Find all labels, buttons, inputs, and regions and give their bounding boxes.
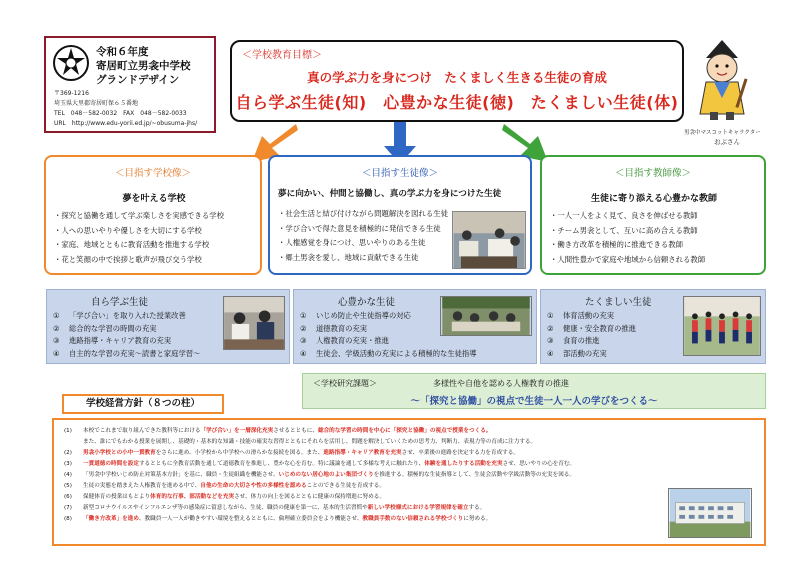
list-item: ・一人一人をよく見て、良さを伸ばせる教師 bbox=[550, 211, 698, 220]
mascot-name: おぶさん bbox=[714, 138, 740, 146]
list-item: ① いじめ防止や生徒指導の対応 bbox=[300, 311, 411, 320]
address: 埼玉県大里郡寄居町保６５番地 bbox=[54, 100, 139, 107]
school-image-box bbox=[44, 155, 262, 275]
school-url[interactable]: URL http://www.edu-yorii.ed.jp/~obusuma-jhs/ bbox=[54, 120, 198, 127]
list-item: ④ 部活動の充実 bbox=[547, 348, 607, 358]
list-item: ④ 生徒会、学級活動の充実による積極的な生徒指導 bbox=[300, 348, 477, 358]
policy-item: (4) 「男衾中学校いじめ防止対策基本方針」を基に、職員・生徒組織を機能させ、いじめのない居心地のよい集団づくりを推進する。積極的な生徒指導として、生徒会活動や学級活動等の充実を図る。 bbox=[64, 472, 575, 478]
list-item: ・郷土男衾を愛し、地域に貢献できる生徒 bbox=[278, 252, 419, 262]
contact: TEL 048－582-0032 FAX 048－582-0033 bbox=[54, 110, 187, 117]
list-item: ① 「学び合い」を取り入れた授業改善 bbox=[53, 311, 186, 320]
list-item: ・社会生活と結び付けながら問題解決を図れる生徒 bbox=[278, 209, 448, 218]
goal-sub: 自ら学ぶ生徒(知) 心豊かな生徒(徳) たくましい生徒(体) bbox=[235, 93, 679, 112]
list-item: ① 体育活動の充実 bbox=[547, 311, 615, 320]
panel-title: 自ら学ぶ生徒 bbox=[91, 297, 149, 308]
doc-title: グランドデザイン bbox=[96, 74, 180, 86]
list-item: ② 総合的な学習の時間の充実 bbox=[53, 323, 157, 333]
school-image-list bbox=[54, 209, 224, 267]
list-item: ② 健康・安全教育の推進 bbox=[547, 323, 636, 333]
school-name: 寄居町立男衾中学校 bbox=[96, 60, 191, 72]
classroom-photo bbox=[452, 211, 526, 269]
goal-main: 真の学ぶ力を身につけ たくましく生きる生徒の育成 bbox=[307, 70, 607, 85]
teacher-image-label: ＜目指す教師像＞ bbox=[614, 168, 691, 179]
management-policy-box bbox=[52, 418, 766, 546]
list-item: ・チーム男衾として、互いに高め合える教師 bbox=[550, 225, 698, 235]
policy-item: (6) 保健体育の授業はもとより体育的な行事、部活動などを充実させ、体力の向上を図るとともに健康の保持増進に努める。 bbox=[64, 494, 385, 500]
list-item: ・学び合いで得た意見を積極的に発信できる生徒 bbox=[278, 223, 441, 233]
list-item: ・人間性豊かで家庭や地域から信頼される教師 bbox=[550, 254, 706, 264]
research-theme-box bbox=[302, 373, 766, 409]
school-image-label: ＜目指す学校像＞ bbox=[114, 168, 191, 179]
list-item: ・人への思いやりや優しさを大切にする学校 bbox=[54, 225, 202, 235]
research-main: ～「探究と協働」の視点で生徒一人一人の学びをつくる～ bbox=[410, 396, 658, 407]
panel-title: 心豊かな生徒 bbox=[338, 297, 396, 308]
list-item: ・働き方改革を積極的に推進できる教師 bbox=[550, 240, 684, 249]
research-theme: 多様性や自他を認める人権教育の推進 bbox=[433, 379, 569, 388]
school-image-heading: 夢を叶える学校 bbox=[122, 194, 186, 204]
panel-strong-body bbox=[540, 289, 766, 364]
policy-item: (3) 一貫道徳の時間を設定するとともに全教育活動を通して道徳教育を推進し、豊かな心を育む。特に議論を通して多様な考えに触れたり、体験を通したりする活動を充実させ、思いやりの心を育む。 bbox=[64, 461, 576, 467]
research-label: ＜学校研究課題＞ bbox=[313, 379, 377, 388]
list-item: ・家庭、地域とともに教育活動を推進する学校 bbox=[54, 240, 210, 249]
list-item: ③ 食育の推進 bbox=[547, 336, 600, 345]
policy-item: (2) 男衾小学校との小中一貫教育をさらに進め、小学校から中学校への滑らかな接続を図る。また、進路指導・キャリア教育を充実させ、卒業後の進路を決定する力を育成する。 bbox=[64, 450, 519, 456]
list-item: ・人権感覚を身につけ、思いやりのある生徒 bbox=[278, 238, 426, 247]
list-item: ③ 進路指導・キャリア教育の充実 bbox=[53, 336, 172, 345]
policy-item: (8) 「働き方改革」を進め、教職員一人一人が働きやすい環境を整えるとともに、倫理確立委員会をより機能させ、教職員手数のない信頼される学校づくりに努める。 bbox=[64, 516, 492, 522]
panel-title: たくましい生徒 bbox=[585, 297, 652, 308]
policy-list bbox=[64, 426, 575, 525]
postal-code: 〒369-1216 bbox=[54, 90, 89, 97]
activity-photo bbox=[440, 296, 532, 336]
student-image-heading: 夢に向かい、仲間と協働し、真の学ぶ力を身につけた生徒 bbox=[278, 189, 502, 199]
school-building-photo bbox=[668, 488, 752, 538]
list-item: ③ 人権教育の充実・推進 bbox=[300, 336, 389, 345]
goal-label: ＜学校教育目標＞ bbox=[242, 50, 322, 61]
teacher-image-heading: 生徒に寄り添える心豊かな教師 bbox=[590, 194, 717, 204]
education-goal-box bbox=[230, 40, 684, 122]
policy-item-continued: また、誰にでもわかる授業を展開し、基礎的・基本的な知識・技能の確実な習得とともにそれらを活用し、問題を解決していくための思考力、判断力、表現力等の育成に注力する。 bbox=[83, 439, 537, 445]
list-item: ・花と笑顔の中で挨拶と歌声が飛び交う学校 bbox=[54, 254, 202, 264]
policy-item: (7) 新型コロナウイルスやインフルエンザ等の感染症に留意しながら、生徒、職員の健康を第一に、基本的生活習慣や新しい学校様式における学習規律を確立する。 bbox=[64, 505, 486, 511]
mascot-caption: 男衾中マスコットキャラクター bbox=[684, 130, 761, 136]
policy-title: 学校経営方針（８つの柱） bbox=[62, 394, 224, 414]
mascot-illustration bbox=[692, 38, 752, 122]
policy-item: (5) 生徒の実態を踏まえた人権教育を進める中で、自他の生命の大切さや性の多様性を認めることのできる生徒を育成する。 bbox=[64, 483, 385, 489]
list-item: ・探究と協働を通して学ぶ楽しさを実感できる学校 bbox=[54, 211, 224, 220]
school-emblem-icon bbox=[52, 44, 90, 82]
panel-rich-heart bbox=[293, 289, 537, 364]
list-item: ④ 自主的な学習の充実～読書と家庭学習～ bbox=[53, 348, 201, 358]
study-photo bbox=[223, 296, 285, 350]
list-item: ② 道徳教育の充実 bbox=[300, 323, 368, 333]
student-image-box bbox=[268, 155, 532, 275]
sports-photo bbox=[683, 296, 761, 356]
policy-item: (1) 本校でこれまで取り組んできた教科等における「学び合い」を一層深化充実させるとともに、総合的な学習の時間を中心に「探究と協働」の視点で授業をつくる。 bbox=[64, 428, 492, 434]
student-image-label: ＜目指す生徒像＞ bbox=[361, 168, 438, 179]
panel-self-learning bbox=[46, 289, 290, 364]
fiscal-year: 令和６年度 bbox=[96, 46, 149, 58]
teacher-image-list bbox=[550, 209, 705, 267]
teacher-image-box bbox=[540, 155, 766, 275]
panel-list bbox=[547, 310, 636, 360]
panel-list bbox=[53, 310, 200, 360]
student-image-list bbox=[278, 207, 448, 265]
